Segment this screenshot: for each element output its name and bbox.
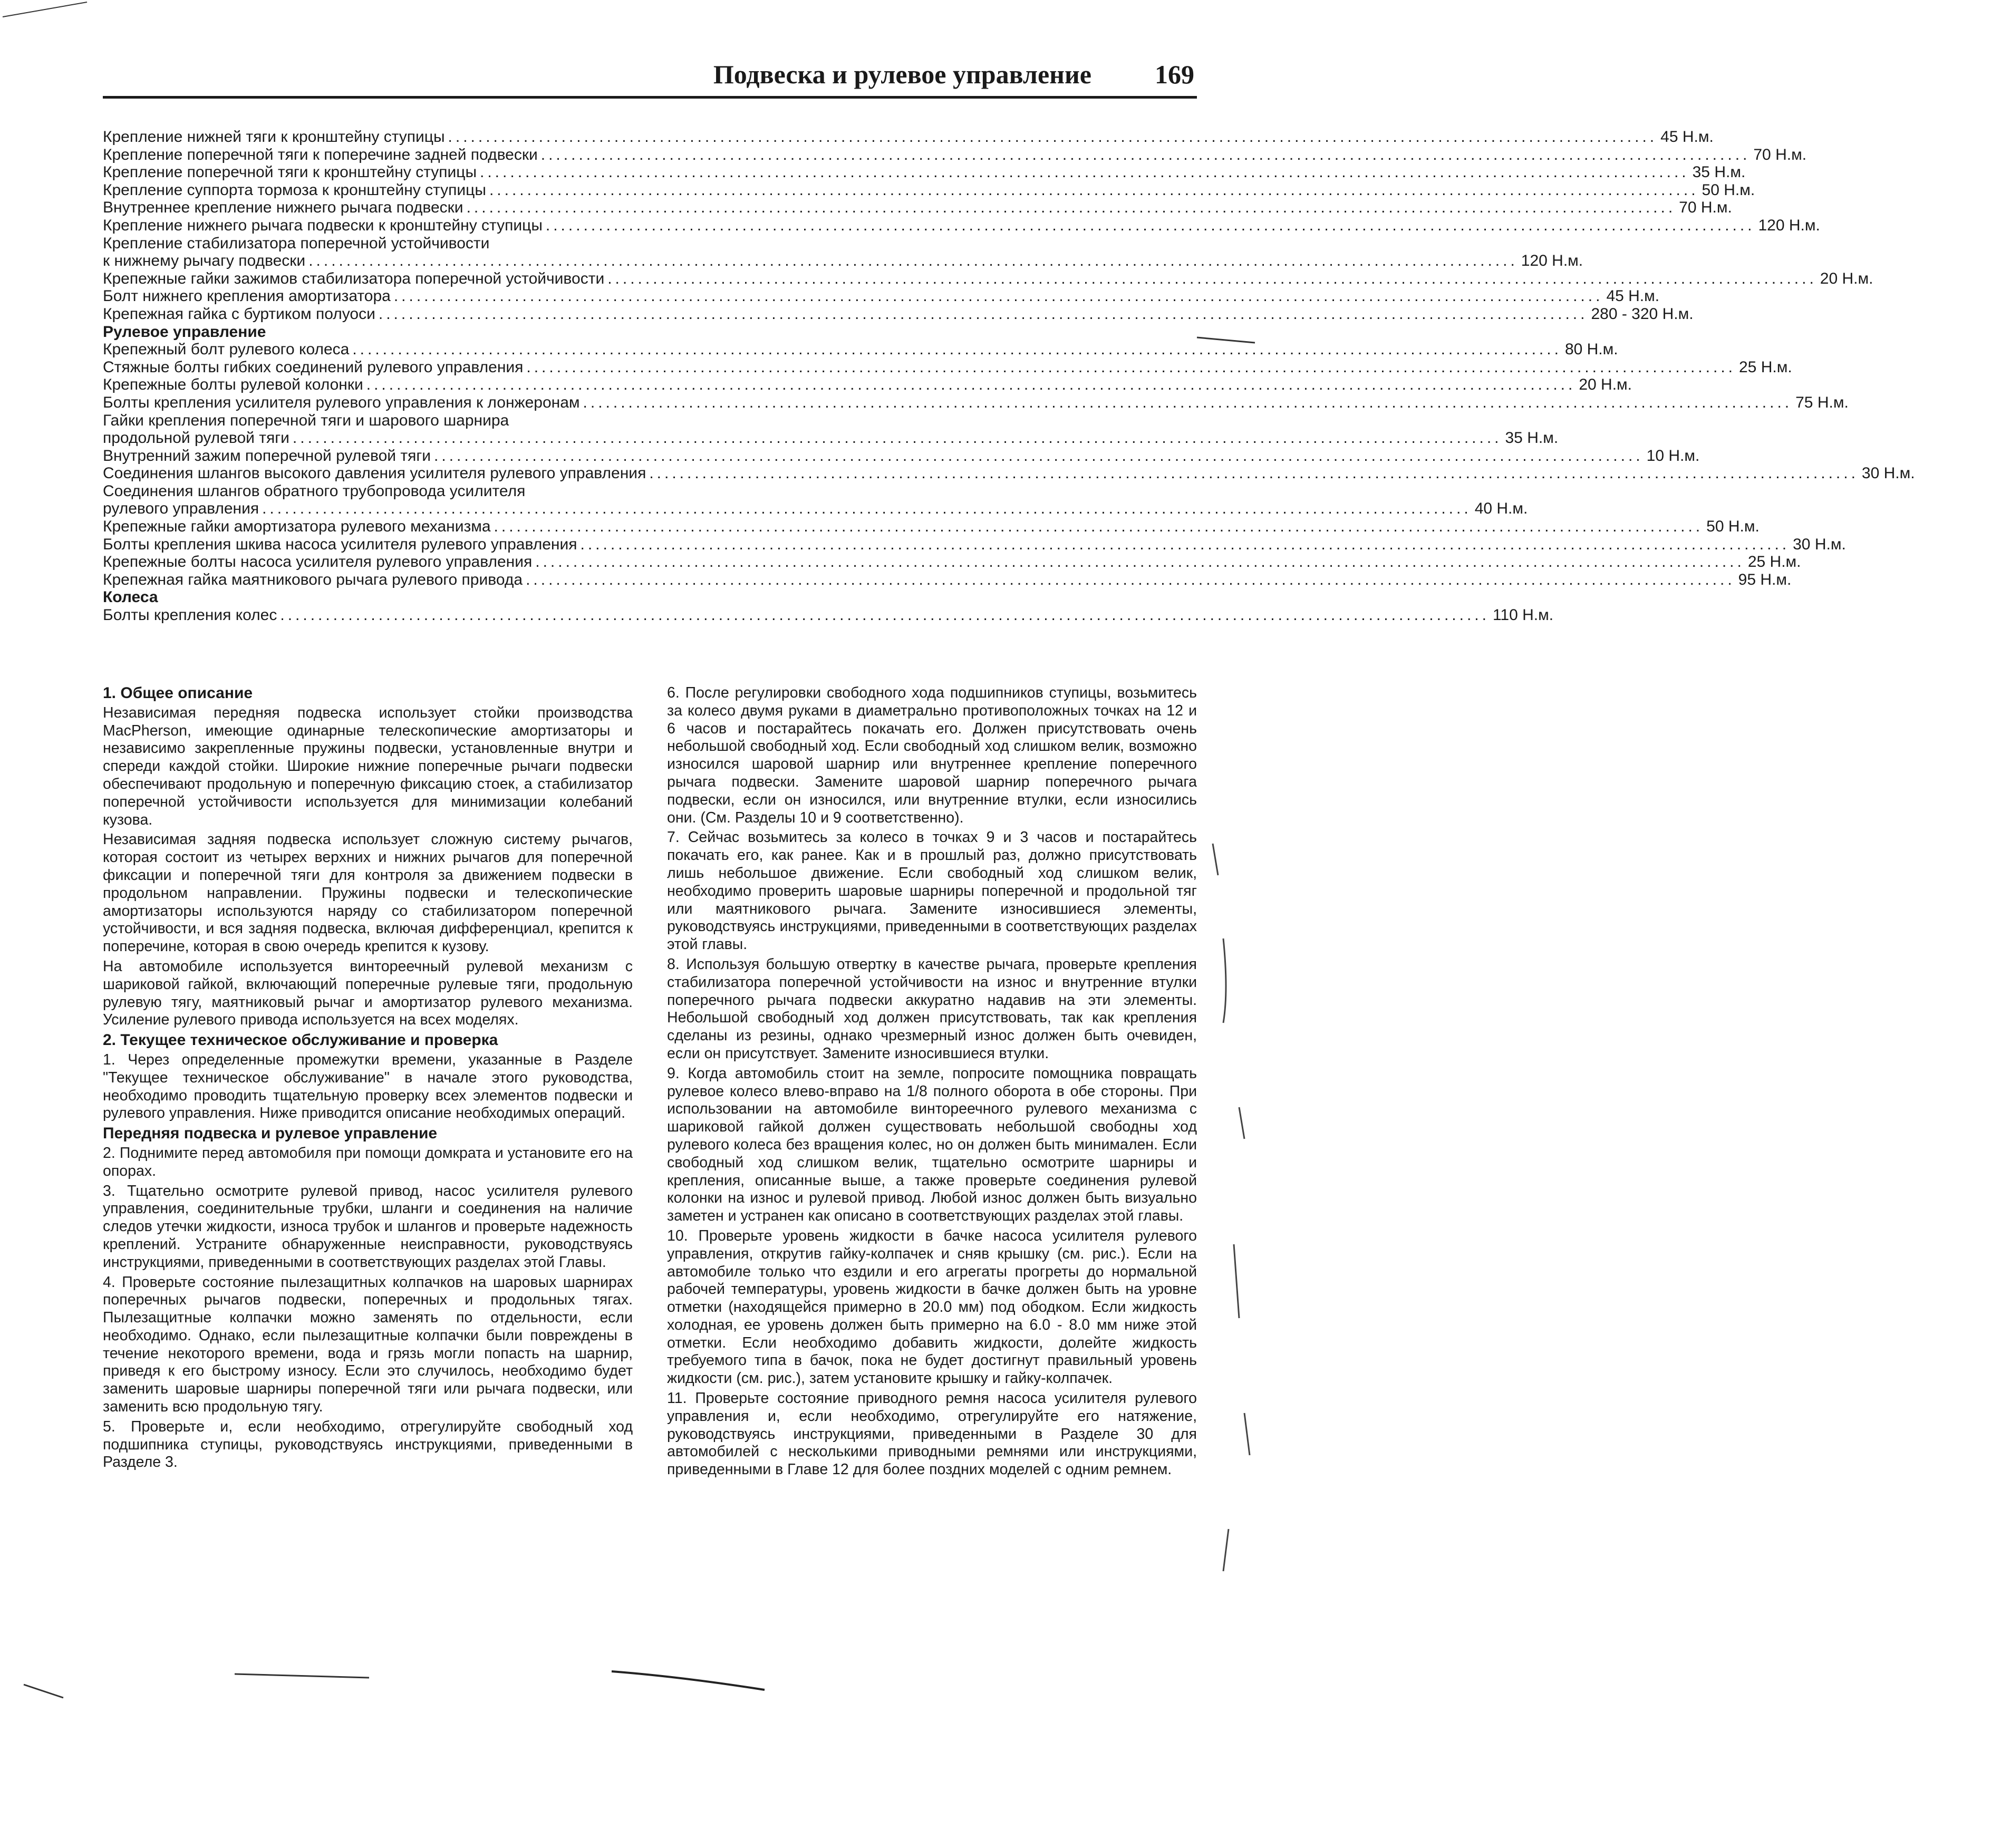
spec-value: 10 Н.м. xyxy=(1646,447,1700,465)
spec-label-line: Соединения шлангов обратного трубопровода усилителя xyxy=(103,482,526,500)
spec-value: 95 Н.м. xyxy=(1738,570,1792,588)
section-heading: Передняя подвеска и рулевое управление xyxy=(103,1125,438,1143)
spec-value: 50 Н.м. xyxy=(1706,518,1760,536)
spec-label: Болт нижнего крепления амортизатора xyxy=(103,287,391,305)
spec-label: рулевого управления xyxy=(103,500,259,518)
spec-value: 120 Н.м. xyxy=(1758,216,1820,234)
spec-label: Соединения шлангов высокого давления усилителя рулевого управления xyxy=(103,465,646,482)
torque-specifications xyxy=(103,128,1915,624)
spec-label-line: Гайки крепления поперечной тяги и шарового шарнира xyxy=(103,411,509,429)
leader-dots: ................................................................................................................................................................ xyxy=(378,305,1588,323)
spec-row xyxy=(103,341,1618,359)
spec-label: Крепежный болт рулевого колеса xyxy=(103,341,350,359)
spec-value: 110 Н.м. xyxy=(1492,606,1554,624)
spec-value: 35 Н.м. xyxy=(1692,163,1746,181)
leader-dots: ................................................................................................................................................................ xyxy=(494,518,1704,536)
spec-value: 50 Н.м. xyxy=(1702,181,1755,199)
scan-stroke-top-left xyxy=(0,0,105,21)
spec-row xyxy=(103,535,1846,554)
section-heading: 1. Общее описание xyxy=(103,684,253,702)
spec-value: 70 Н.м. xyxy=(1679,199,1732,217)
spec-row xyxy=(103,287,1660,305)
leader-dots: ................................................................................................................................................................ xyxy=(526,570,1735,588)
leader-dots: ................................................................................................................................................................ xyxy=(448,128,1658,146)
spec-value: 70 Н.м. xyxy=(1753,146,1807,163)
leader-dots: ................................................................................................................................................................ xyxy=(540,146,1751,163)
spec-row xyxy=(103,358,1792,376)
spec-row xyxy=(103,146,1807,164)
spec-value: 25 Н.м. xyxy=(1738,358,1792,376)
spec-value: 75 Н.м. xyxy=(1795,393,1849,411)
leader-dots: ................................................................................................................................................................ xyxy=(580,535,1790,553)
spec-row xyxy=(103,305,1694,323)
spec-label: Крепление нижнего рычага подвески к кронштейну ступицы xyxy=(103,216,543,234)
spec-row xyxy=(103,570,1792,589)
spec-label: Крепление нижней тяги к кронштейну ступицы xyxy=(103,128,445,146)
page-number: 169 xyxy=(1155,60,1194,89)
spec-value: 45 Н.м. xyxy=(1660,128,1714,146)
leader-dots: ................................................................................................................................................................ xyxy=(489,181,1699,199)
leader-dots: ................................................................................................................................................................ xyxy=(649,465,1859,482)
spec-label: Крепление поперечной тяги к поперечине задней подвески xyxy=(103,146,538,163)
spec-row xyxy=(103,465,1915,482)
spec-section-heading: Рулевое управление xyxy=(103,323,266,341)
paragraph: 3. Тщательно осмотрите рулевой привод, насос усилителя рулевого управления, соединительные трубки, шланги и соединения на наличие следов утечки жидкости, износа трубок и шлангов и проверьте надежность креплений. Устраните обнаруженные неисправности, руководствуясь инструкциями, приведенными в соответствующих разделах этой Главы. xyxy=(103,1182,633,1271)
spec-label: Крепежные болты насоса усилителя рулевого управления xyxy=(103,553,533,571)
chapter-title: Подвеска и рулевое управление xyxy=(713,60,1091,89)
spec-value: 120 Н.м. xyxy=(1521,252,1583,270)
spec-label: Крепление поперечной тяги к кронштейну ступицы xyxy=(103,163,477,181)
spec-row xyxy=(103,429,1559,447)
paragraph: Независимая задняя подвеска использует сложную систему рычагов, которая состоит из четырех верхних и нижних рычагов для поперечной фиксации и поперечной тяги для контроля за движением подвески в продольном направлении. Пружины подвески и телескопические амортизаторы используются наряду со стабилизатором поперечной устойчивости, и вся задняя подвеска, включая дифференциал, крепится к поперечине, которая в свою очередь крепится к кузову. xyxy=(103,831,633,955)
leader-dots: ................................................................................................................................................................ xyxy=(280,606,1490,624)
spec-value: 25 Н.м. xyxy=(1747,553,1801,571)
leader-dots: ................................................................................................................................................................ xyxy=(262,500,1472,518)
spec-row xyxy=(103,393,1849,412)
paragraph: 5. Проверьте и, если необходимо, отрегулируйте свободный ход подшипника ступицы, руководствуясь инструкциями, приведенными в Разделе 3. xyxy=(103,1418,633,1471)
spec-label: Болты крепления колес xyxy=(103,606,277,624)
leader-dots: ................................................................................................................................................................ xyxy=(545,216,1755,234)
leader-dots: ................................................................................................................................................................ xyxy=(352,341,1562,359)
spec-label-line: Крепление стабилизатора поперечной устойчивости xyxy=(103,234,490,252)
spec-row xyxy=(103,163,1746,181)
spec-label: Крепежные болты рулевой колонки xyxy=(103,376,363,394)
spec-label: Болты крепления усилителя рулевого управления к лонжеронам xyxy=(103,393,580,411)
spec-value: 280 - 320 Н.м. xyxy=(1591,305,1694,323)
spec-row xyxy=(103,606,1554,624)
leader-dots: ................................................................................................................................................................ xyxy=(607,269,1817,287)
spec-row xyxy=(103,518,1760,536)
spec-label: Внутреннее крепление нижнего рычага подвески xyxy=(103,199,463,217)
spec-value: 20 Н.м. xyxy=(1820,269,1873,287)
spec-value: 30 Н.м. xyxy=(1861,465,1915,482)
spec-label: Крепежная гайка маятникового рычага рулевого привода xyxy=(103,570,523,588)
leader-dots: ................................................................................................................................................................ xyxy=(480,163,1689,181)
paragraph: 7. Сейчас возьмитесь за колесо в точках 9 и 3 часов и постарайтесь покачать его, как ранее. Как и в прошлый раз, должно присутствовать лишь небольшое движение. Если свободный ход слишком велик, необходимо проверить шаровые шарниры поперечной и продольной тяг или маятникового рычага. Замените износившиеся элементы, руководствуясь инструкциями, приведенными в соответствующих разделах этой главы. xyxy=(667,829,1197,953)
spec-label: Крепежные гайки зажимов стабилизатора поперечной устойчивости xyxy=(103,269,605,287)
spec-label: Крепежные гайки амортизатора рулевого механизма xyxy=(103,518,491,536)
paragraph: 11. Проверьте состояние приводного ремня насоса усилителя рулевого управления и, если необходимо, отрегулируйте его натяжение, руководствуясь инструкциями, приведенными в Разделе 30 для автомобилей с несколькими приводными ремнями или инструкциями, приведенными в Главе 12 для более поздних моделей с одним ремнем. xyxy=(667,1390,1197,1478)
leader-dots: ................................................................................................................................................................ xyxy=(583,393,1793,411)
spec-label: продольной рулевой тяги xyxy=(103,429,289,447)
paragraph: 9. Когда автомобиль стоит на земле, попросите помощника повращать рулевое колесо влево-вправо на 1/8 полного оборота в обе стороны. При использовании на автомобиле винтореечного рулевого механизма с шариковой гайкой должен существовать небольшой свободны ход рулевого колеса без вращения колес, но он должен быть минимален. Если свободный ход слишком велик, тщательно осмотрите шарниры и крепления, описанные выше, а также проверьте соединения рулевой колонки на износ и рулевой привод. Любой износ должен быть визуально заметен и устранен как описано в соответствующих разделах этой главы. xyxy=(667,1065,1197,1225)
spec-row xyxy=(103,128,1714,146)
leader-dots: ................................................................................................................................................................ xyxy=(434,447,1644,465)
paragraph: На автомобиле используется винтореечный рулевой механизм с шариковой гайкой, включающий поперечные рулевые тяги, продольную рулевую тягу, маятниковый рычаг и амортизатор рулевого механизма. Усиление рулевого привода используется на всех моделях. xyxy=(103,957,633,1029)
leader-dots: ................................................................................................................................................................ xyxy=(292,429,1502,447)
spec-row xyxy=(103,181,1755,199)
spec-row xyxy=(103,553,1801,571)
paragraph: 8. Используя большую отвертку в качестве рычага, проверьте крепления стабилизатора поперечной устойчивости на износ и внутренние втулки поперечного рычага подвески аккуратно надавив на эти элементы. Небольшой свободный ход должен присутствовать, так как крепления сделаны из резины, однако чрезмерный износ должен быть очевиден, если он присутствует. Замените износившиеся втулки. xyxy=(667,955,1197,1062)
spec-section-heading: Колеса xyxy=(103,588,158,606)
spec-row xyxy=(103,500,1528,518)
spec-value: 30 Н.м. xyxy=(1793,535,1846,553)
leader-dots: ................................................................................................................................................................ xyxy=(308,252,1518,270)
section-heading: 2. Текущее техническое обслуживание и проверка xyxy=(103,1031,498,1049)
scan-stroke-left-bottom xyxy=(21,1682,74,1703)
leader-dots: ................................................................................................................................................................ xyxy=(366,376,1576,394)
spec-label: Внутренний зажим поперечной рулевой тяги xyxy=(103,447,431,465)
paragraph: 1. Через определенные промежутки времени, указанные в Разделе "Текущее техническое обслуживание" в начале этого руководства, необходимо проводить тщательную проверку всех элементов подвески и рулевого управления. Ниже приводится описание необходимых операций. xyxy=(103,1051,633,1122)
spec-row xyxy=(103,199,1732,217)
spec-label: Крепление суппорта тормоза к кронштейну ступицы xyxy=(103,181,486,199)
left-column xyxy=(103,684,633,1474)
spec-value: 80 Н.м. xyxy=(1564,341,1618,359)
leader-dots: ................................................................................................................................................................ xyxy=(535,553,1745,571)
spec-value: 20 Н.м. xyxy=(1579,376,1632,394)
scan-stroke-bottom xyxy=(232,1666,812,1708)
leader-dots: ................................................................................................................................................................ xyxy=(466,199,1676,217)
paragraph: Независимая передняя подвеска использует стойки производства MacPherson, имеющие одинарные телескопические амортизаторы и независимо закрепленные пружины подвески, установленные внутри и спереди каждой стойки. Широкие нижние поперечные рычаги подвески обеспечивают продольную и поперечную фиксацию стоек, а стабилизатор поперечной устойчивости используется для минимизации колебаний кузова. xyxy=(103,704,633,828)
paragraph: 2. Поднимите перед автомобиля при помощи домкрата и установите его на опорах. xyxy=(103,1144,633,1179)
paragraph: 10. Проверьте уровень жидкости в бачке насоса усилителя рулевого управления, открутив гайку-колпачек и сняв крышку (см. рис.). Если на автомобиле только что ездили и его агрегаты прогреты до нормальной рабочей температуры, уровень жидкости в бачке должен быть на уровне отметки (находящейся примерно в 20.0 мм) под ободком. Если жидкость холодная, ее уровень должен быть примерно на 6.0 - 8.0 мм ниже этой отметки. Если необходимо добавить жидкости, долейте жидкость требуемого типа в бачок, пока не будет достигнут правильный уровень жидкости (см. рис.), затем установите крышку и гайку-колпачек. xyxy=(667,1227,1197,1387)
spec-row xyxy=(103,252,1583,270)
page-header xyxy=(103,49,1197,99)
spec-label: Стяжные болты гибких соединений рулевого управления xyxy=(103,358,524,376)
spec-row xyxy=(103,216,1820,235)
spec-value: 35 Н.м. xyxy=(1505,429,1559,447)
spec-label: к нижнему рычагу подвески xyxy=(103,252,306,270)
paragraph: 4. Проверьте состояние пылезащитных колпачков на шаровых шарнирах поперечных рычагов подвески, поперечных и продольных тягах. Пылезащитные колпачки можно заменять по отдельности, если необходимо. Однако, если пылезащитные колпачки были повреждены в течение некоторого времени, вода и грязь могли попасть на шарнир, приведя к его быстрому износу. Если это случилось, необходимо будет заменить шаровые шарниры поперечной тяги или рычага подвески, или заменить всю продольную тягу. xyxy=(103,1273,633,1416)
spec-label: Болты крепления шкива насоса усилителя рулевого управления xyxy=(103,535,577,553)
spec-row xyxy=(103,269,1873,288)
spec-value: 40 Н.м. xyxy=(1474,500,1528,518)
spec-row xyxy=(103,447,1700,465)
spec-label: Крепежная гайка с буртиком полуоси xyxy=(103,305,375,323)
leader-dots: ................................................................................................................................................................ xyxy=(526,358,1736,376)
paragraph: 6. После регулировки свободного хода подшипников ступицы, возьмитесь за колесо двумя руками в диаметрально противоположных точках на 12 и 6 часов и постарайтесь покачать его. Должен присутствовать очень небольшой свободный ход. Если свободный ход слишком велик, возможно износился шаровой шарнир или внутреннее крепление поперечного рычага подвески. Замените шаровой шарнир поперечного рычага подвески, если он износился, или внутренние втулки, если износились они. (См. Разделы 10 и 9 соответственно). xyxy=(667,684,1197,826)
leader-dots: ................................................................................................................................................................ xyxy=(393,287,1603,305)
spec-row xyxy=(103,376,1632,394)
right-column xyxy=(667,684,1197,1481)
spec-value: 45 Н.м. xyxy=(1606,287,1660,305)
